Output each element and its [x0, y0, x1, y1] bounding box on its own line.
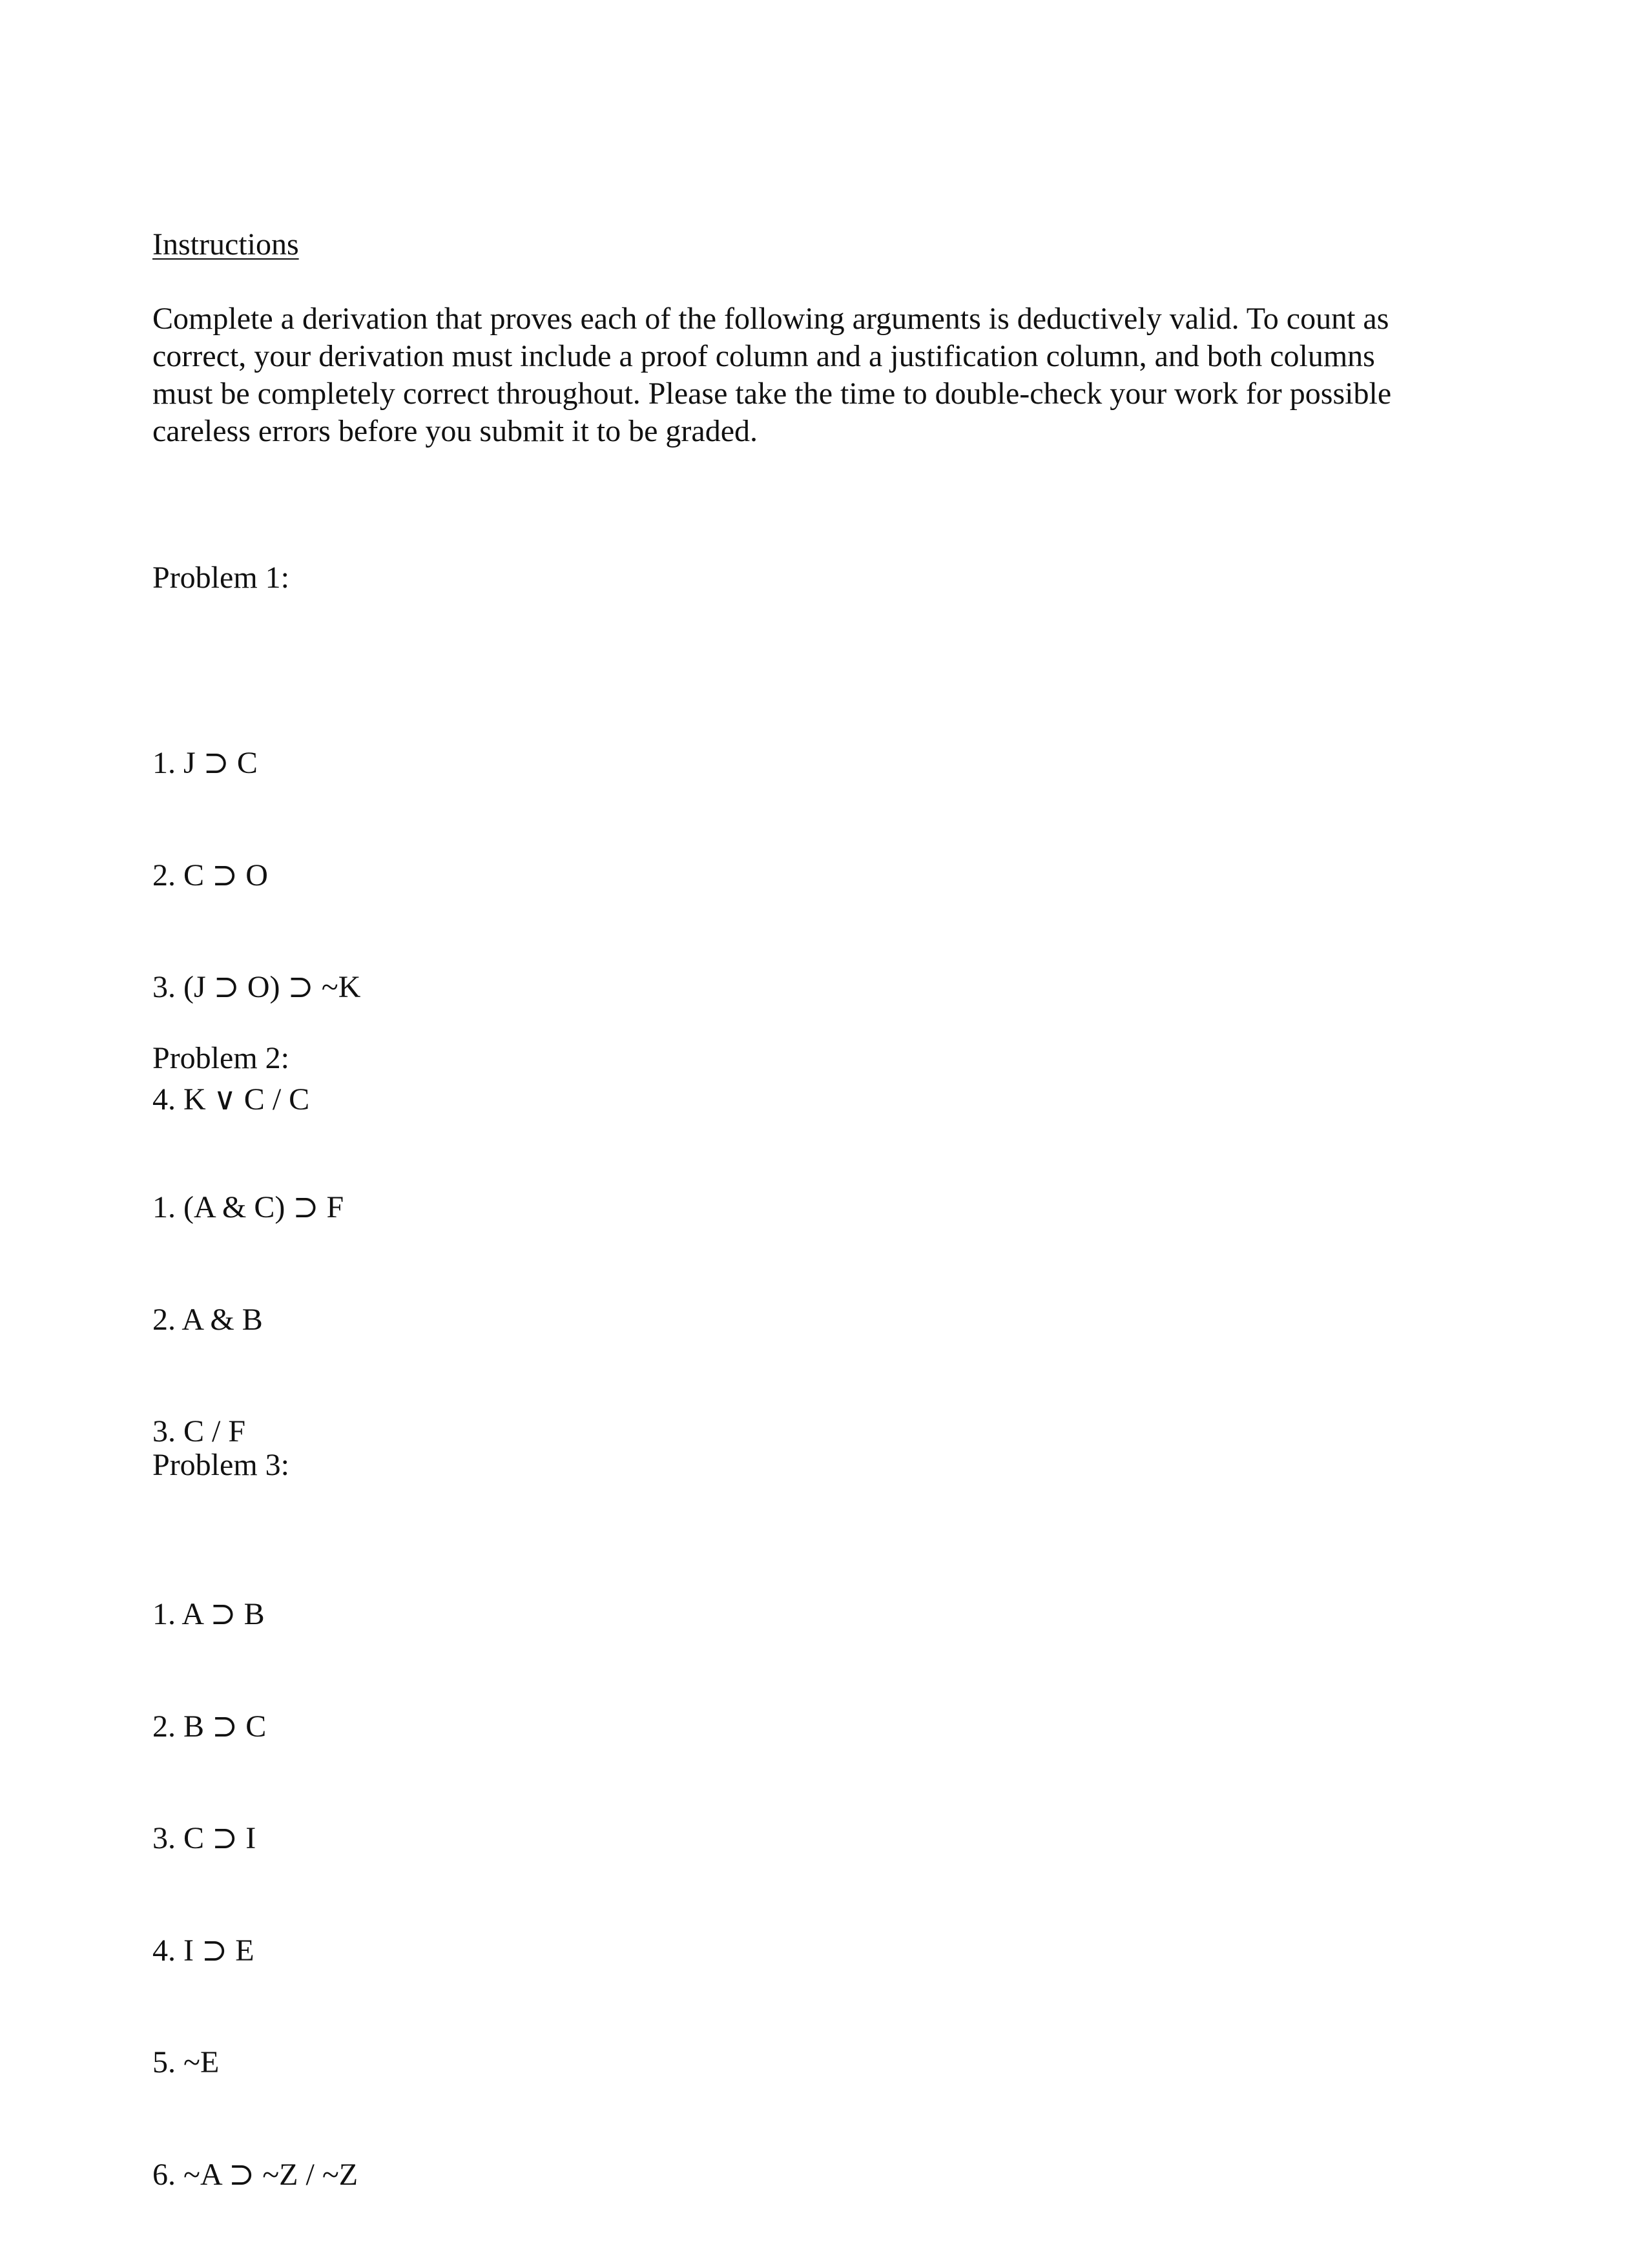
instructions-paragraph: Complete a derivation that proves each of the following arguments is deductively valid. To count as correct, your derivation must include a proof column and a justification column, and both columns must be completely correct throughout. Please take the time to double-check your work for possible careless errors before you submit it to be graded.: [152, 302, 1392, 448]
problem-1-line: 3. (J ⊃ O) ⊃ ~K: [152, 970, 361, 1004]
problem-3-title: Problem 3:: [152, 1448, 289, 1482]
problem-2-line: 2. A & B: [152, 1302, 263, 1337]
problem-3-line: 4. I ⊃ E: [152, 1933, 254, 1968]
instructions-heading: Instructions: [152, 227, 299, 262]
problem-3-premises: [152, 1521, 358, 2268]
problem-2-line: 3. C / F: [152, 1414, 246, 1448]
problem-1-line: 2. C ⊃ O: [152, 858, 268, 892]
problem-3-line: 6. ~A ⊃ ~Z / ~Z: [152, 2157, 358, 2192]
problem-2-title: Problem 2:: [152, 1041, 289, 1075]
problem-1-line: 1. J ⊃ C: [152, 746, 258, 780]
problem-1-title: Problem 1:: [152, 561, 289, 595]
problem-2-line: 1. (A & C) ⊃ F: [152, 1190, 344, 1224]
problem-1-line: 4. K ∨ C / C: [152, 1082, 310, 1117]
problem-3-line: 1. A ⊃ B: [152, 1597, 265, 1631]
problem-3-line: 2. B ⊃ C: [152, 1709, 267, 1744]
problem-3-line: 3. C ⊃ I: [152, 1821, 256, 1855]
problem-3-line: 5. ~E: [152, 2045, 220, 2079]
